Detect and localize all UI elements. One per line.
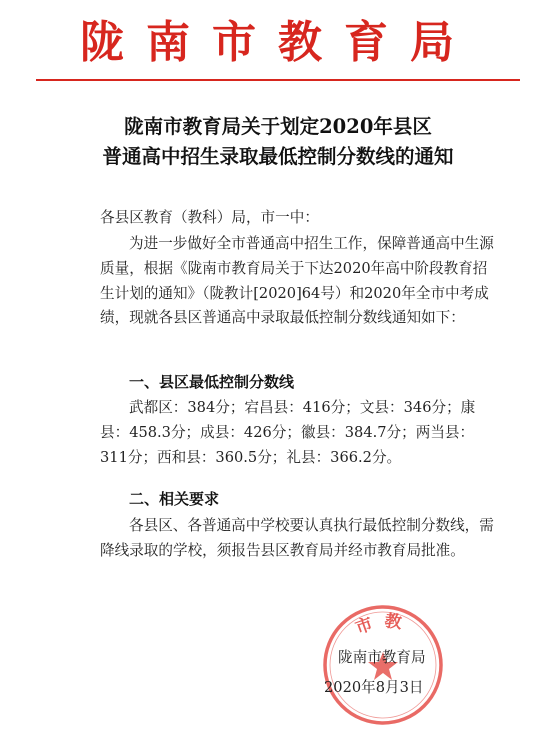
addressee-line: 各县区教育（教科）局，市一中： — [100, 209, 319, 226]
paragraph-intro: 为进一步做好全市普通高中招生工作，保障普通高中生源质量，根据《陇南市教育局关于下达2020年高中阶段教育招生计划的通知》（陇教计[2020]64号）和2020年全市中考成绩，现就各县区普通高中录取最低控制分数线通知如下： — [100, 235, 494, 327]
document-title-line-1: 陇南市教育局关于划定2020年县区 — [124, 115, 432, 138]
svg-text:市: 市 — [352, 614, 376, 639]
signature-date: 2020年8月3日 — [324, 679, 424, 696]
masthead-title: 陇南市教育局 — [80, 17, 476, 68]
signature-organization: 陇南市教育局 — [338, 649, 426, 666]
svg-text:教: 教 — [383, 611, 403, 634]
section-heading-1: 一、县区最低控制分数线 — [129, 373, 295, 391]
section-heading-2: 二、相关要求 — [129, 490, 220, 508]
paragraph-requirements: 各县区、各普通高中学校要认真执行最低控制分数线，需降线录取的学校，须报告县区教育局并经市教育局批准。 — [100, 517, 494, 559]
paragraph-score-lines: 武都区：384分；宕昌县：416分；文县：346分；康县：458.3分；成县：426分；徽县：384.7分；两当县：311分；西和县：360.5分；礼县：366.2分。 — [100, 399, 476, 466]
masthead-rule — [36, 79, 520, 81]
document-title-line-2: 普通高中招生录取最低控制分数线的通知 — [102, 145, 454, 168]
